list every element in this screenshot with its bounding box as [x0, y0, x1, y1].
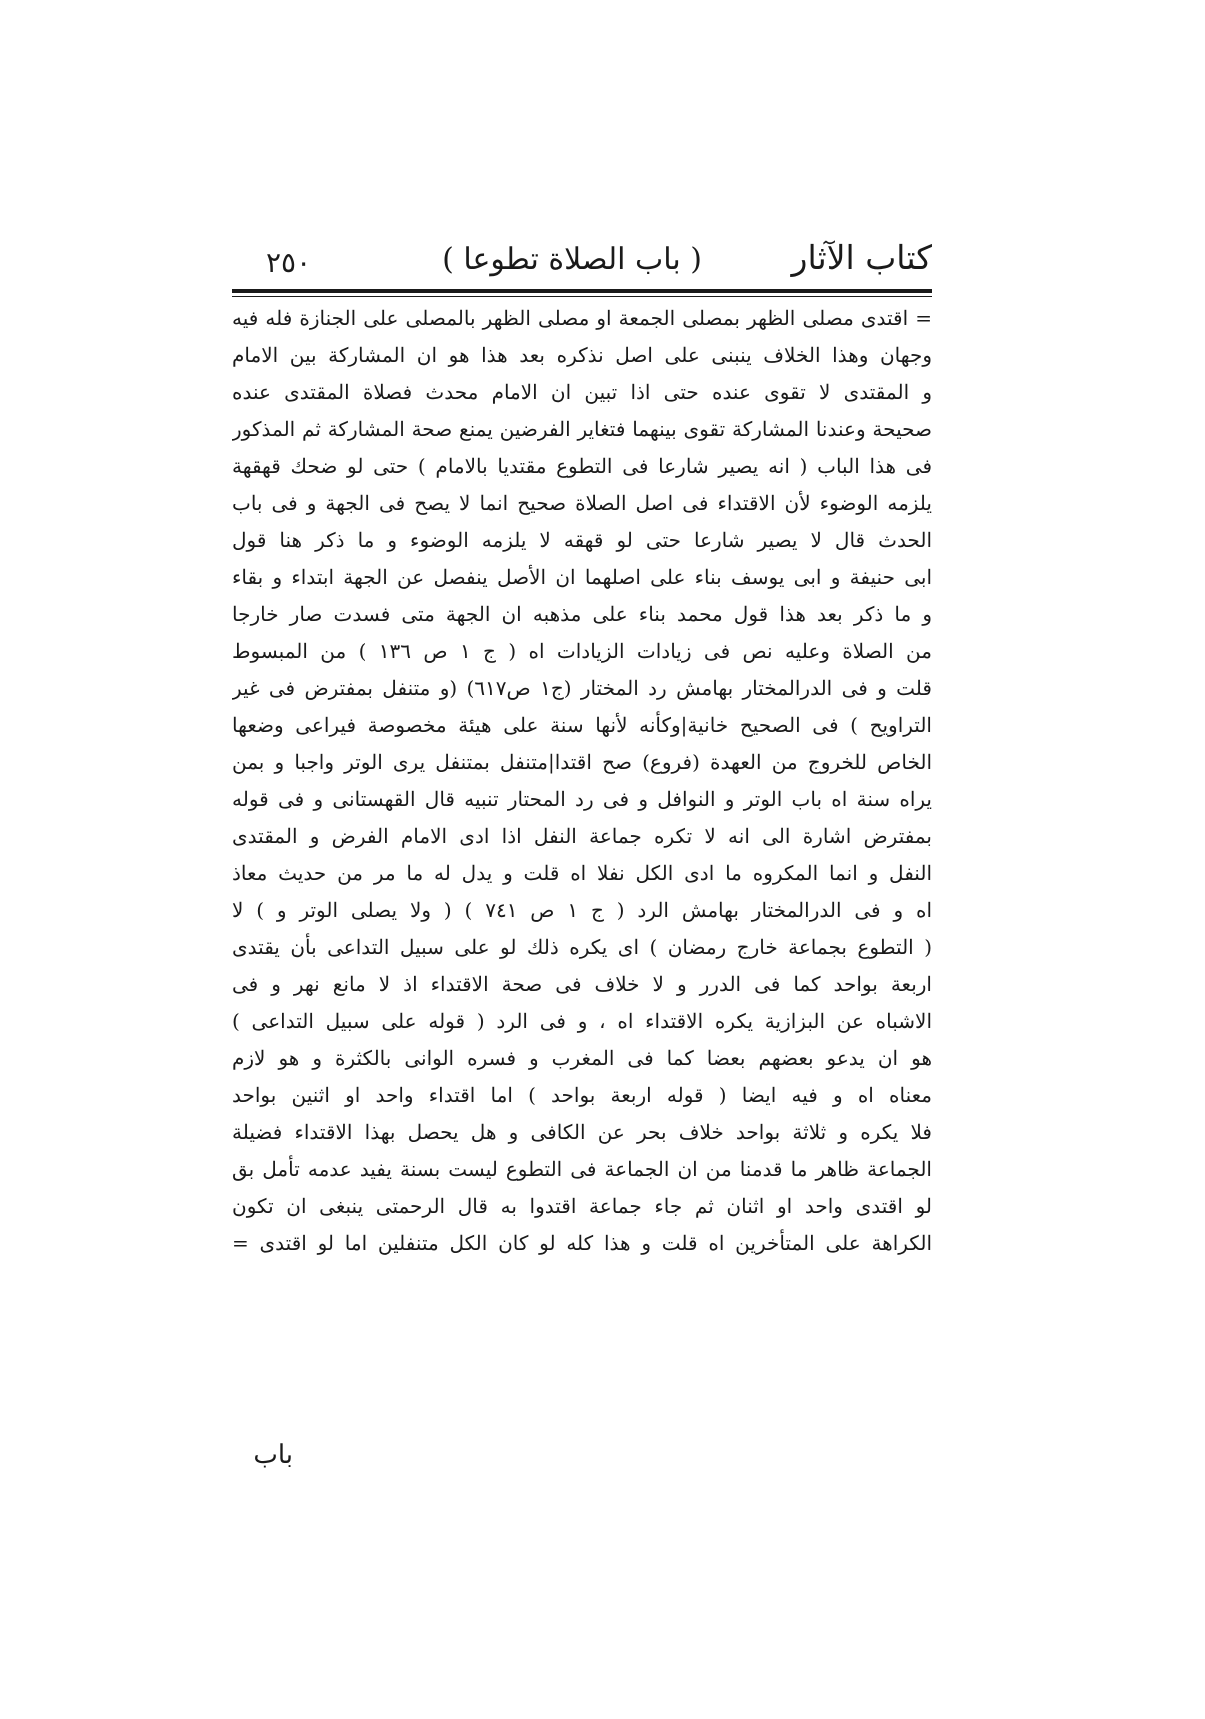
text-line: الحدث قال لا يصير شارعا حتى لو قهقه لا يلزمه الوضوء و ما ذكر هنا قول — [232, 528, 932, 552]
text-line: ابى حنيفة و ابى يوسف بناء على اصلهما ان الأصل ينفصل عن الجهة ابتداء و بقاء — [232, 565, 932, 589]
header-rule-thick — [232, 289, 932, 293]
header-rule-thin — [232, 296, 932, 297]
text-line: وجهان وهذا الخلاف ينبنى على اصل نذكره بعد هذا هو ان المشاركة بين الامام — [232, 343, 932, 367]
text-line: اه و فى الدرالمختار بهامش الرد ( ج ١ ص ٧٤١ ) ( ولا يصلى الوتر و ) لا — [232, 898, 932, 922]
text-line: معناه اه و فيه ايضا ( قوله اربعة بواحد ) اما اقتداء واحد او اثنين بواحد — [232, 1083, 932, 1107]
text-line: بمفترض اشارة الى انه لا تكره جماعة النفل اذا ادى الامام الفرض و المقتدى — [232, 824, 932, 848]
text-line: الاشباه عن البزازية يكره الاقتداء اه ، و فى الرد ( قوله على سبيل التداعى ) — [232, 1009, 932, 1033]
chapter-title: ( باب الصلاة تطوعا ) — [442, 242, 702, 277]
page-header — [232, 238, 932, 288]
text-line: = اقتدى مصلى الظهر بمصلى الجمعة او مصلى الظهر بالمصلى على الجنازة فله فيه — [232, 306, 932, 330]
text-line: فلا يكره و ثلاثة بواحد خلاف بحر عن الكافى و هل يحصل بهذا الاقتداء فضيلة — [232, 1120, 932, 1144]
text-line: لو اقتدى واحد او اثنان ثم جاء جماعة اقتدوا به قال الرحمتى ينبغى ان تكون — [232, 1194, 932, 1218]
text-line: الجماعة ظاهر ما قدمنا من ان الجماعة فى التطوع ليست بسنة يفيد عدمه تأمل بق — [232, 1157, 932, 1181]
book-title: كتاب الآثار — [791, 238, 932, 277]
body-text — [232, 300, 932, 1262]
text-line: يراه سنة اه باب الوتر و النوافل و فى رد المحتار تنبيه قال القهستانى و فى قوله — [232, 787, 932, 811]
text-line: يلزمه الوضوء لأن الاقتداء فى اصل الصلاة صحيح انما لا يصح فى الجهة و فى باب — [232, 491, 932, 515]
catchword: باب — [253, 1440, 293, 1470]
text-line: الكراهة على المتأخرين اه قلت و هذا كله لو كان الكل متنفلين اما لو اقتدى = — [232, 1231, 932, 1255]
text-line: صحيحة وعندنا المشاركة تقوى بينهما فتغاير الفرضين يمنع صحة المشاركة ثم المذكور — [232, 417, 932, 441]
text-line: اربعة بواحد كما فى الدرر و لا خلاف فى صحة الاقتداء اذ لا مانع نهر و فى — [232, 972, 932, 996]
text-line: و المقتدى لا تقوى عنده حتى اذا تبين ان الامام محدث فصلاة المقتدى عنده — [232, 380, 932, 404]
text-line: هو ان يدعو بعضهم بعضا كما فى المغرب و فسره الوانى بالكثرة و هو لازم — [232, 1046, 932, 1070]
text-line: الخاص للخروج من العهدة (فروع) صح اقتدا|متنفل بمتنفل يرى الوتر واجبا و بمن — [232, 750, 932, 774]
text-line: و ما ذكر بعد هذا قول محمد بناء على مذهبه ان الجهة متى فسدت صار خارجا — [232, 602, 932, 626]
text-line: قلت و فى الدرالمختار بهامش رد المختار (ج١ ص٦١٧) (و متنفل بمفترض فى غير — [232, 676, 932, 700]
page-number: ٢٥٠ — [266, 246, 312, 279]
text-line: فى هذا الباب ( انه يصير شارعا فى التطوع مقتديا بالامام ) حتى لو ضحك قهقهة — [232, 454, 932, 478]
text-line: من الصلاة وعليه نص فى زيادات الزيادات اه ( ج ١ ص ١٣٦ ) من المبسوط — [232, 639, 932, 663]
text-line: التراويح ) فى الصحيح خانية|وكأنه لأنها سنة على هيئة مخصوصة فيراعى وضعها — [232, 713, 932, 737]
text-line: ( التطوع بجماعة خارج رمضان ) اى يكره ذلك لو على سبيل التداعى بأن يقتدى — [232, 935, 932, 959]
text-line: النفل و انما المكروه ما ادى الكل نفلا اه قلت و يدل له ما مر من حديث معاذ — [232, 861, 932, 885]
